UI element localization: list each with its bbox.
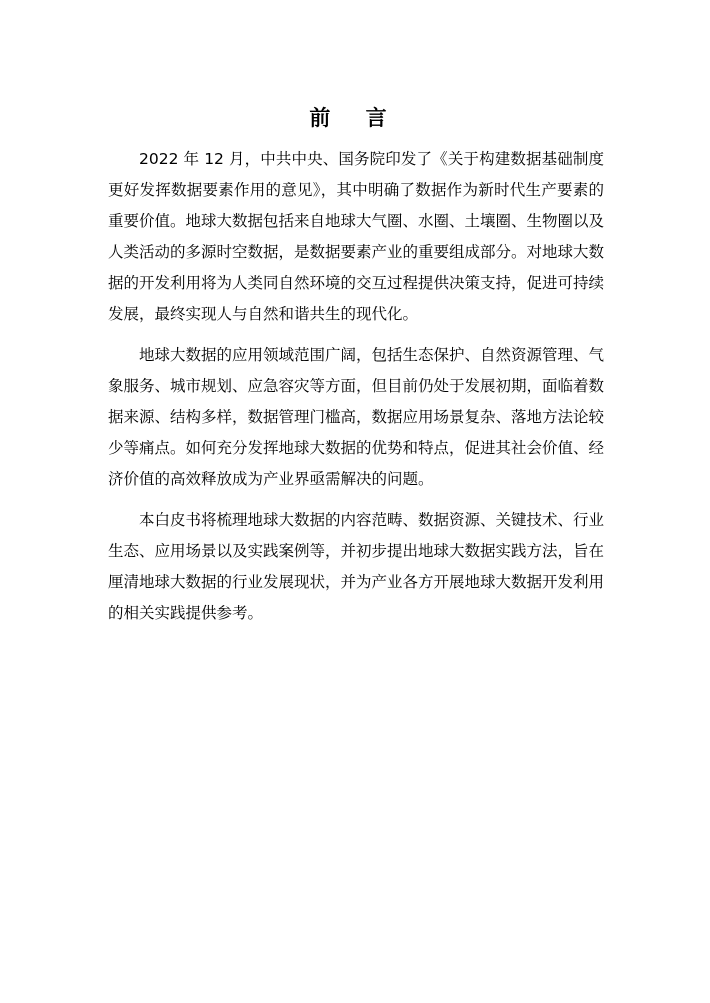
paragraph-1: 2022 年 12 月，中共中央、国务院印发了《关于构建数据基础制度 更好发挥数据要素作用的意见》，其中明确了数据作为新时代生产要素的重要价值。地球大数据包括来自地球大气圈、水圈、土壤圈、生物圈以及人类活动的多源时空数据，是数据要素产业的重要组成部分。对地球大数据的开发利用将为人类同自然环境的交互过程提供决策支持，促进可持续发展，最终实现人与自然和谐共生的现代化。 <box>108 150 605 323</box>
paragraph-3: 本白皮书将梳理地球大数据的内容范畴、数据资源、关键技术、行业生态、应用场景以及实践案例等，并初步提出地球大数据实践方法，旨在厘清地球大数据的行业发展现状，并为产业各方开展地球大数据开发利用的相关实践提供参考。 <box>108 511 605 622</box>
page-title: 前 言 <box>309 105 401 130</box>
paragraph-2: 地球大数据的应用领域范围广阔，包括生态保护、自然资源管理、气象服务、城市规划、应急容灾等方面，但目前仍处于发展初期，面临着数据来源、结构多样，数据管理门槛高，数据应用场景复杂、落地方法论较少等痛点。如何充分发挥地球大数据的优势和特点，促进其社会价值、经济价值的高效释放成为产业界亟需解决的问题。 <box>108 346 605 488</box>
document-body <box>108 144 604 639</box>
